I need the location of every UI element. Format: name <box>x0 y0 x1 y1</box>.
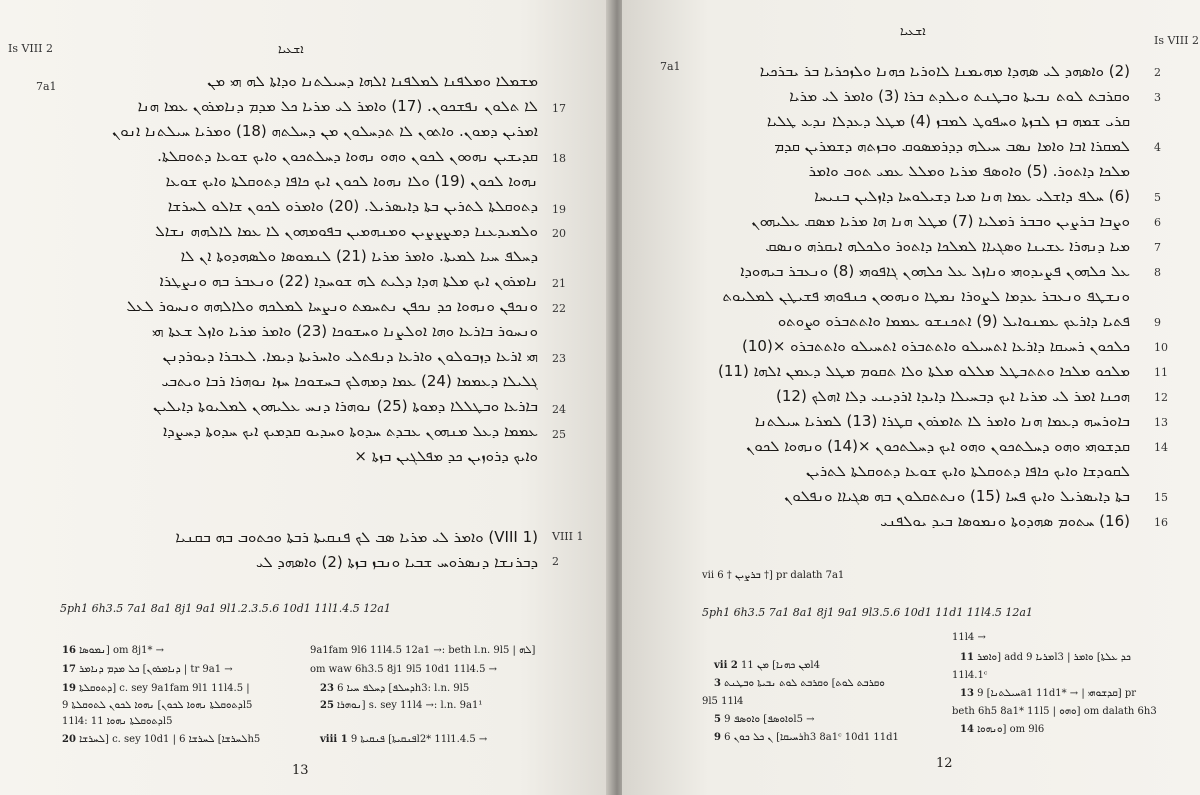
text-line: (2) ܘܐܣܗܕ ܠܝ ܣܗܕܐ ܡܗܝܡܢܐ ܠܐܘܪܝܐ ܟܗܢܐ ܘܠܙܟܪܝܐ ܒܪ ܝܒܪܟܝܐ <box>759 62 1130 80</box>
text-line: (16) ܚܬܘܡ ܣܗܕܘܬܐ ܘܢܡܘܣܐ ܒܝܕ ܝܘܠܦܢܝ <box>880 512 1130 530</box>
text-line: ܘܢܟܦܢ ܘܢܗܘܐ ܟܕ ܢܟܦܢ ܢܬܚܡܬ ܘܢܨܚܐ ܠܡܠܟܗ ܘܠܐܠܗܗ ܘܢܚܘܪ ܠܥܠ <box>126 297 538 315</box>
apparatus-entry: vii 2 ܡܢ ܟܗܢܐ] ܡܢ 11l4 <box>714 660 820 671</box>
text-line: ܢܗܘܐ ܠܟܘܢ (19) ܘܠܐ ܢܗܘܐ ܠܟܘܢ ܐܝܟ ܟܐܦܐ ܕܬܘܩܠܬܐ ܘܐܝܟ ܫܘܥܐ <box>165 172 538 190</box>
apparatus-entry: 11 ܘܐܡܪ] add ܡܪܝܐ 9l3 | ܟܕ ܥܠܬܐ] ܘܐܡܪ <box>960 652 1131 663</box>
line-number: 6 <box>1154 216 1161 229</box>
text-line: ܘܨܒܐ ܒܪܨܝܢ ܘܒܒܪ ܪܡܠܝܐ (7) ܡܛܠ ܗܢܐ ܗܐ ܡܪܝܐ ܡܣܩ ܥܠܝܗܘܢ <box>751 212 1130 230</box>
line-number: 19 <box>552 203 566 216</box>
text-line: ܟܠܟܘܢ ܪܚܝܩܐ ܕܐܪܥܐ ܐܬܚܝܠܘ ܘܐܬܬܒܪܘ ܐܬܚܝܠܘ ܘܐܬܬܒܪܘ ×(10) <box>742 337 1130 355</box>
text-line: ܕܬܘܩܠܬܐ ܠܬܪܝܢ ܒܬܐ ܕܐܝܣܪܝܠ. (20) ܘܐܡܪܘ ܠܟܘܢ ܫܐܠܘ ܠܚܪܫܐ <box>167 197 538 215</box>
line-number: 22 <box>552 302 566 315</box>
line-number: 18 <box>552 152 566 165</box>
text-line: ܕܒܪܢܫܐ ܕܢܣܪܘܚ ܫܒܝܐ ܘܢܒܙ ܒܙܬܐ (2) ܘܐܣܗܕ ܠܝ <box>255 553 538 571</box>
apparatus-entry: 20 ܠܚܪܫܐ] c. sey 10d1 | ܠܚܪܫܐ] ܠܚܪܫܐ 6h5 <box>62 734 261 745</box>
page-number: 13 <box>292 763 309 778</box>
line-number: 5 <box>1154 191 1161 204</box>
apparatus-entry: 16 ܢܡܘܣܐ] om 8j1* → <box>62 645 165 656</box>
line-number: 23 <box>552 352 566 365</box>
text-line: ܡܝܐ ܕܢܗܪܐ ܥܫܝܢܐ ܘܣܓܝܐܐ ܠܡܠܟܐ ܕܐܬܘܪ ܘܠܟܠܗ ܐܝܩܪܗ ܘܢܣܩ <box>765 237 1130 255</box>
line-number: 9 <box>1154 316 1161 329</box>
textual-note: vii 6 † ܒܪܨܝܢ †] pr dalath 7a1 <box>702 570 845 581</box>
text-line: ܩܕܝܫܝܢ ܢܗܘܘܢ ܠܟܘܢ ܘܗܘ ܢܗܘܐ ܕܚܠܬܟܘܢ ܘܐܝܟ ܫܘܥܐ ܕܬܘܩܠܬܐ. <box>157 147 538 165</box>
text-line: ܒܐܘܪܚܗ ܕܥܡܐ ܗܢܐ ܘܐܡܪ ܠܐ ܬܐܡܪܘܢ ܩܛܪܐ (13) ܠܡܪܝܐ ܚܝܠܬܢܐ <box>754 412 1130 430</box>
text-line: (6) ܚܠܦ ܕܐܫܠܝ ܥܡܐ ܗܢܐ ܡܝܐ ܕܫܝܠܘܚܐ ܕܐܙܠܝܢ ܒܢܝܚܐ <box>814 187 1130 205</box>
apparatus-entry: 5 ܘܐܘܣܦ] ܘܐܘܣܦ 9l5 → <box>714 714 815 725</box>
apparatus-entry: om waw 6h3.5 8j1 9l5 10d1 11l4.5 → <box>310 664 497 675</box>
running-head: ܐܫܥܝܐ <box>900 24 926 38</box>
text-line: ܠܡܩܪܐ ܐܒܐ ܘܐܡܐ ܢܣܒ ܚܝܠܗ ܕܕܪܡܣܘܩ ܘܒܙܬܗ ܕܫܡܪܝܢ ܩܕܡ <box>774 137 1130 155</box>
text-line: ܘܢܫܛܦ ܘܢܥܒܪ ܥܕܡܐ ܠܨܘܪܐ ܢܡܛܐ ܘܢܗܘܘܢ ܟܢܦܘܗܝ ܦܫܝܛܢ ܠܡܠܝܘܬ <box>722 287 1130 305</box>
chapter-ref: Is VIII 2 <box>1154 34 1199 47</box>
folio-label: 7a1 <box>36 80 57 93</box>
apparatus-entry: 25 ܢܘܗܪܐ] s. sey 11l4 →: l.n. 9a1¹ <box>320 700 483 711</box>
apparatus-entry: ܕܬܘܩܠܬܐ ܢܗܘܐ ܠܟܘܢ] ܢܗܘܐ ܠܟܘܢ ܠܬܘܩܠܬܐ 9l5 <box>62 700 253 711</box>
chapter-verse-number: VIII 1 <box>552 530 584 543</box>
line-number: 20 <box>552 227 566 240</box>
right-page <box>622 0 1200 795</box>
text-line: ܘܢܚܘܪ ܒܐܪܥܐ ܘܗܐ ܐܘܠܨܢܐ ܘܚܫܘܟܐ (23) ܘܐܡܪ ܡܪܝܐ ܘܐܙܠ ܫܥܬܐ ܗܝ <box>151 322 538 340</box>
line-number: 21 <box>552 277 566 290</box>
folio-label: 7a1 <box>660 60 681 73</box>
page-number: 12 <box>936 756 953 771</box>
text-line: ܗܝ ܐܪܥܐ ܕܙܒܘܠܘܢ ܘܐܪܥܐ ܕܢܦܬܠܝ ܘܐܚܪܝܬܐ ܕܝܡܐ. ܠܥܒܪܐ ܕܝܘܪܕܢܢ <box>162 347 538 365</box>
text-line: ܐܡܪܝܢ ܕܡܘܢ. ܘܐܬܘܢ ܠܐ ܬܕܚܠܘܢ ܡܢ ܕܚܠܬܗ (18) ܘܡܪܝܐ ܚܝܠܬܢܐ ܐܢܘܢ <box>112 122 538 140</box>
apparatus-entry: 13 ܚܝܠܬܢܐ] 9a1 11d1* → | ܩܕܫܘܗܝ] pr <box>960 688 1137 699</box>
text-line: ܩܪܝ ܫܡܗ ܒܙ ܠܒܙܬܐ ܘܚܦܘܛ ܠܡܒܙ (4) ܡܛܠ ܕܥܕܠܐ ܢܕܥ ܛܠܝܐ <box>766 112 1130 130</box>
line-number: 24 <box>552 403 566 416</box>
line-number: 16 <box>1154 516 1168 529</box>
chapter-ref: Is VIII 2 <box>8 42 53 55</box>
apparatus-entry: 9l5 11l4 <box>702 696 744 707</box>
text-line: ܗܟܢܐ ܐܡܪ ܠܝ ܡܪܝܐ ܐܝܟ ܕܒܚܝܠܐ ܕܐܝܕܐ ܐܪܕܝܢܝ ܕܠܐ ܐܗܠܟ (12) <box>775 387 1130 405</box>
text-line: ܥܡܡܐ ܕܥܠ ܡܢܗܘܢ ܥܒܕܬ ܚܕܘܬܐ ܘܚܕܝܘ ܩܕܡܝܟ ܐܝܟ ܚܕܘܬܐ ܕܚܨܕܐ <box>163 422 538 440</box>
apparatus-entry: 9 ܪܚܝܩܐ] ܢ ܟܠ ܟܘܢ 6h3 8a1ᶜ 10d1 11d1 <box>714 732 899 743</box>
apparatus-entry: 9a1fam 9l6 11l4.5 12a1 →: beth l.n. 9l5 | ܠܗ] <box>310 645 536 656</box>
line-number: 2 <box>1154 66 1161 79</box>
text-line: ܒܬܐ ܕܐܝܣܪܝܠ ܘܐܝܟ ܦܚܐ (15) ܘܢܬܬܩܠܘܢ ܒܗ ܣܓܝܐܐ ܘܢܦܠܘܢ <box>784 487 1130 505</box>
text-line: ܥܠ ܟܠܗܘܢ ܦܨܝܕܘܗܝ ܘܢܐܙܠ ܥܠ ܟܠܗܘܢ ܓܐܦܘܗܝ (8) ܘܢܥܒܪ ܒܝܗܘܕܐ <box>740 262 1130 280</box>
running-head: ܐܫܥܝܐ <box>278 42 304 56</box>
line-number: 8 <box>1154 266 1161 279</box>
apparatus-entry: 11l4 → <box>952 632 986 643</box>
text-line: ܕܚܠܦ ܚܝܐ ܠܡܝܬܐ. ܘܐܡܪ ܡܪܝܐ (21) ܠܢܡܘܣܐ ܘܠܣܗܕܘܬܐ ܐܢ ܠܐ <box>180 247 538 265</box>
text-line: ܠܐ ܬܠܘܢ ܢܦܫܟܘܢ. (17) ܘܐܡܪ ܠܝ ܡܪܝܐ ܟܠ ܡܕܡ ܕܢܐܡܪܘܢ ܥܡܐ ܗܢܐ <box>137 97 538 115</box>
text-line: (1 VIII) ܘܐܡܪ ܠܝ ܡܪܝܐ ܣܒ ܠܟ ܦܢܩܝܬܐ ܪܒܬܐ ܘܟܬܘܒ ܒܗ ܒܩܢܝܐ <box>175 528 538 546</box>
apparatus-entry: 17 ܕܢܐܡܪܘܢ] ܟܠ ܡܕܡ ܕܢܐܡܪ | tr 9a1 → <box>62 664 233 675</box>
apparatus-entry: 14 ܘܢܗܘܐ] om 9l6 <box>960 724 1045 735</box>
text-line: ܢܐܡܪܘܢ ܐܝܟ ܡܠܬܐ ܗܕܐ ܕܠܝܬ ܠܗ ܫܘܚܕܐ (22) ܘܢܥܒܪ ܒܗ ܘܢܨܛܪܐ <box>159 272 538 290</box>
apparatus-entry: 3 ܘܩܪܒܬ ܠܘܬ] ܘܩܪܒܬ ܠܘܬ ܢܒܝܬܐ ܘܒܛܢܬ <box>714 678 885 689</box>
text-line: ܘܐܝܟ ܕܪܘܙܝܢ ܟܕ ܡܦܠܓܝܢ ܒܙܬܐ × <box>354 447 538 465</box>
apparatus-entry: 11l4: ܕܬܘܩܠܬܐ ܢܗܘܐ 11l5 <box>62 716 173 727</box>
text-line: ܓܠܝܠܐ ܕܥܡܡܐ (24) ܥܡܐ ܕܡܗܠܟ ܒܚܫܘܟܐ ܚܙܐ ܢܘܗܪܐ ܪܒܐ ܘܝܬܒܝ <box>161 372 538 390</box>
manuscript-sigla: 5ph1 6h3.5 7a1 8a1 8j1 9a1 9l3.5.6 10d1 11d1 11l4.5 12a1 <box>702 606 1033 619</box>
line-number: 2 <box>552 555 559 568</box>
text-line: ܩܕܫܘܗܝ ܘܗܘ ܕܚܠܬܟܘܢ ܘܗܘ ܐܝܟ ܕܚܠܬܟܘܢ ×(14) ܘܢܗܘܐ ܠܟܘܢ <box>746 437 1130 455</box>
text-line: ܡܠܟܘ ܡܠܟܐ ܘܬܬܒܛܠ ܡܠܠܘ ܡܠܬܐ ܘܠܐ ܬܩܘܡ ܡܛܠ ܕܥܡܢ ܐܠܗܐ (11) <box>718 362 1130 380</box>
text-line: ܘܠܡܝܕܥܢܐ ܕܡܨܨܨܝܢ ܘܡܢܗܡܝܢ ܒܦܘܡܗܘܢ ܠܐ ܥܡܐ ܠܐܠܗܗ ܢܫܐܠ <box>155 222 538 240</box>
apparatus-entry: 23 ܕܚܠܦ] ܕܚܠܦ ܚܝܐ 6h3: l.n. 9l5 <box>320 683 470 694</box>
line-number: 14 <box>1154 441 1168 454</box>
line-number: 4 <box>1154 141 1161 154</box>
text-line: ܡܫܡܠܐ ܘܡܠܦܢܐ ܠܡܠܦܢܐ ܐܠܗܐ ܕܚܝܠܬܢܐ ܘܕܐܬܐ ܠܗ ܗܝ ܡܢ <box>207 72 538 90</box>
line-number: 11 <box>1154 366 1168 379</box>
apparatus-entry: beth 6h5 8a1* 11l5 | ܘܗܘ] om dalath 6h3 <box>952 706 1157 717</box>
text-line: ܠܩܘܕܫܐ ܘܐܝܟ ܟܐܦܐ ܕܬܘܩܠܬܐ ܘܐܝܟ ܫܘܥܐ ܕܬܘܩܠܬܐ ܠܬܪܝܢ <box>805 462 1130 480</box>
apparatus-entry: 11l4.1ᶜ <box>952 670 988 681</box>
apparatus-entry: 19 ܕܬܘܩܠܬܐ] c. sey 9a1fam 9l1 11l4.5 | <box>62 683 250 694</box>
line-number: 15 <box>1154 491 1168 504</box>
line-number: 25 <box>552 428 566 441</box>
line-number: 12 <box>1154 391 1168 404</box>
text-line: ܦܬܝܐ ܕܐܪܥܟ ܥܡܢܘܐܝܠ (9) ܐܬܟܢܫܘ ܥܡܡܐ ܘܐܬܬܒܪܘ ܘܨܘܬܘ <box>777 312 1130 330</box>
text-line: ܒܐܪܥܐ ܘܒܛܠܠܐ ܕܡܘܬܐ (25) ܢܘܗܪܐ ܕܢܚ ܥܠܝܗܘܢ ܠܡܠܝܘܬܐ ܕܐܝܠܝܢ <box>153 397 538 415</box>
manuscript-sigla: 5ph1 6h3.5 7a1 8a1 8j1 9a1 9l1.2.3.5.6 10d1 11l1.4.5 12a1 <box>60 602 391 615</box>
line-number: 17 <box>552 102 566 115</box>
line-number: 13 <box>1154 416 1168 429</box>
apparatus-entry: viii 1 ܦܢܩܝܬܐ] ܦܢܩܝܬܐ 9l2* 11l1.4.5 → <box>320 734 488 745</box>
text-line: ܘܩܪܒܬ ܠܘܬ ܢܒܝܬܐ ܘܒܛܢܬ ܘܝܠܕܬ ܒܪܐ (3) ܘܐܡܪ ܠܝ ܡܪܝܐ <box>789 87 1130 105</box>
text-line: ܡܠܟܐ ܕܐܬܘܪ. (5) ܘܐܘܣܦ ܡܪܝܐ ܘܡܠܠ ܥܡܝ ܬܘܒ ܘܐܡܪ <box>808 162 1130 180</box>
line-number: 3 <box>1154 91 1161 104</box>
line-number: 7 <box>1154 241 1161 254</box>
line-number: 10 <box>1154 341 1168 354</box>
